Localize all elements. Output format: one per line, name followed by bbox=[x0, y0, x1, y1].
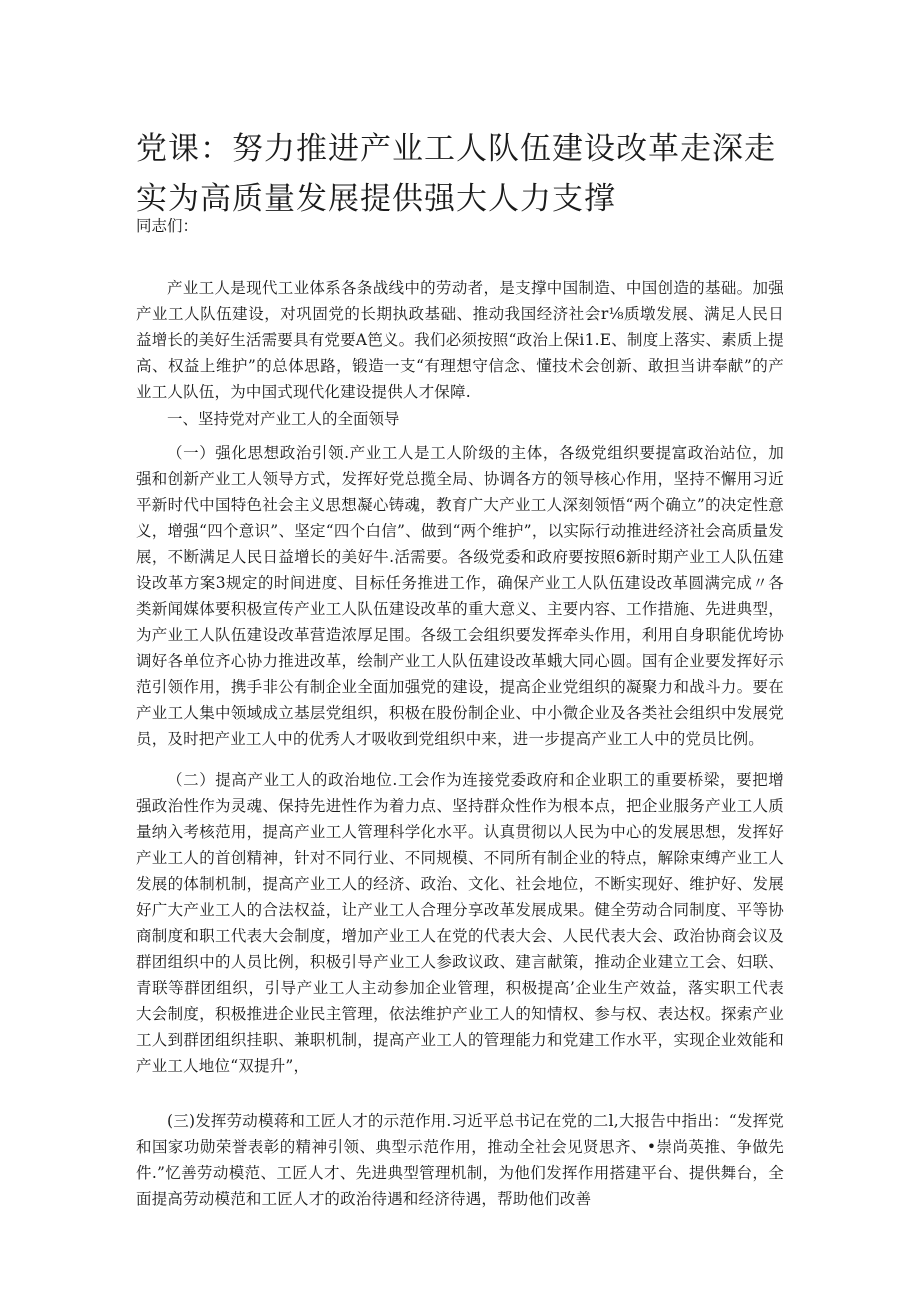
section-one-heading: 一、坚持党对产业工人的全面领导 bbox=[167, 410, 400, 428]
salutation: 同志们： bbox=[136, 217, 199, 235]
paragraph-2: （二）提高产业工人的政治地位.工会作为连接党委政府和企业职工的重要桥梁，要把增强政治性作为灵魂、保持先进性作为着力点、坚持群众性作为根本点，把企业服务产业工人质量纳入考核范用，提高产业工人管理科学化水平。认真贯彻以人民为中心的发展思想，发挥好产业工人的首创精神，针对不同行业、不同规模、不同所有制企业的特点，解除束缚产业工人发展的体制机制，提高产业工人的经济、政治、文化、社会地位，不断实现好、维护好、发展好广大产业工人的合法权益，让产业工人合理分享改革发展成果。健全劳动合同制度、平等协商制度和职工代表大会制度，增加产业工人在党的代表大会、人民代表大会、政治协商会议及群团组织中的人员比例，积极引导产业工人参政议政、建言献策，推动企业建立工会、妇联、青联等群团组织，引导产业工人主动参加企业管理，积极提高’企业生产效益，落实职工代表大会制度，积极推进企业民主管理，依法维护产业工人的知情权、参与权、表达权。探索产业工人到群团组织挂职、兼职机制，提高产业工人的管理能力和党建工作水平，实现企业效能和产业工人地位“双提升”， bbox=[136, 771, 784, 1075]
intro-paragraph: 产业工人是现代工业体系各条战线中的劳动者，是支撑中国制造、中国创造的基础。加强产业工人队伍建设，对巩固党的长期执政基础、推动我国经济社会r⅛质墩发展、满足人民日益增长的美好生活需要具有党要A笆义。我们必须按照“政治上保i1.E、制度上落实、素质上提高、权益上维护”的总体思路，锻造一支“有理想守信念、懂技术会创新、敢担当讲奉献”的产业工人队伍，为中国式现代化建设提供人才保障. bbox=[136, 279, 784, 401]
paragraph-3: (三)发挥劳动模蒋和工匠人才的示范作用.习近平总书记在党的二l,大报告中指出：“发挥党和国家功勋荣誉表彰的精神引领、典型示范作用，推动全社会见贤思齐、•崇尚英推、争做先件.”忆善劳动模范、工匠人才、先进典型管理机制，为他们发挥作用搭建平台、提供舞台，全面提高劳动模范和工匠人才的政治待遇和经济待遇，帮助他们改善 bbox=[136, 1112, 784, 1208]
paragraph-1: （一）强化思想政治引领.产业工人是工人阶级的主体，各级党组织要提富政治站位，加强和创新产业工人领导方式，发挥好党总揽全局、协调各方的领导核心作用，坚持不懈用习近平新时代中国特色社会主义思想凝心铸魂，教育广大产业工人深刻领悟“两个确立”的决定性意义，增强“四个意识”、坚定“四个白信”、做到“两个维护”，以实际行动推进经济社会高质量发展，不断满足人民日益增长的美好牛.活需要。各级党委和政府要按照6新时期产业工人队伍建设改革方案3规定的时间进度、目标任务推进工作，确保产业工人队伍建设改革圆满完成〃各类新闻媒体要积极宣传产业工人队伍建设改革的重大意义、主要内容、工作措施、先进典型，为产业工人队伍建设改革营造浓厚足围。各级工会组织要发挥牵头作用，利用自身职能优垮协调好各单位齐心协力推进改革，绘制产业工人队伍建设改革蛾大同心圆。国有企业要发挥好示范引领作用，携手非公有制企业全面加强党的建设，提高企业党组织的凝聚力和战斗力。要在产业工人集中领域成立基层党组织，积极在股份制企业、中小微企业及各类社会组织中发展党员，及时把产业工人中的优秀人才吸收到党组织中来，进一步提高产业工人中的党员比例。 bbox=[136, 444, 784, 748]
document-title: 党课：努力推进产业工人队伍建设改革走深走实为高质量发展提供强大人力支撑 bbox=[136, 131, 776, 217]
